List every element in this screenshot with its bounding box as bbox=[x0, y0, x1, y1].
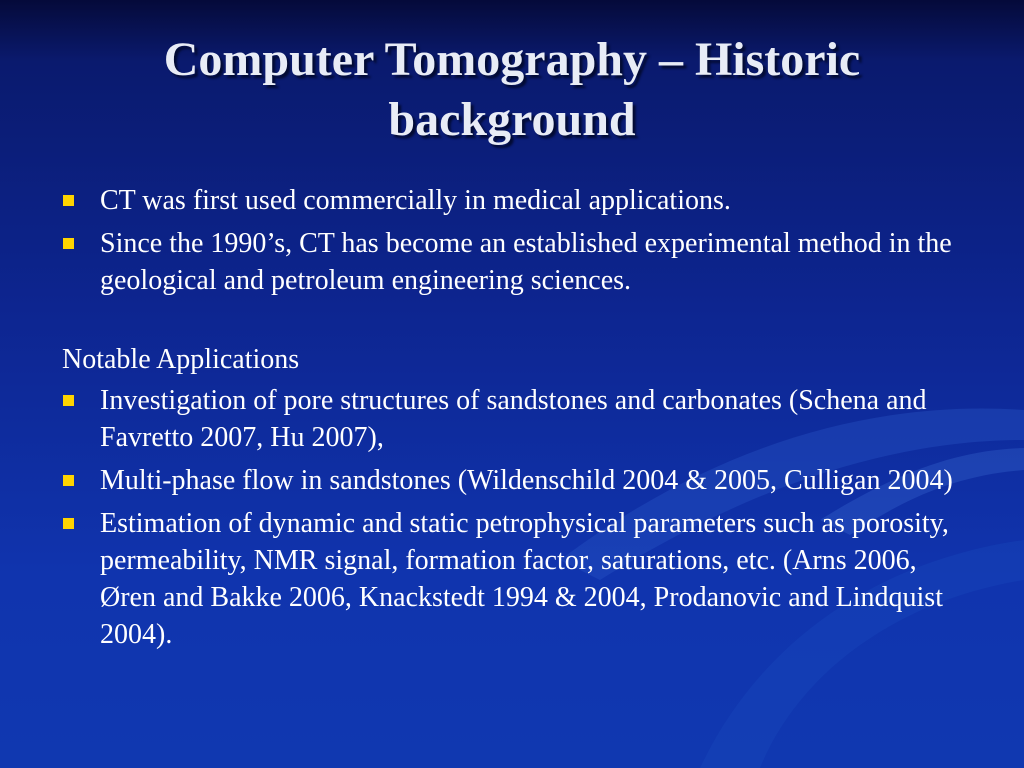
bullet-text: CT was first used commercially in medical applications. bbox=[100, 185, 731, 216]
square-bullet-icon bbox=[63, 195, 74, 206]
bullet-item bbox=[62, 225, 972, 299]
bullet-item bbox=[62, 382, 972, 456]
section-heading: Notable Applications bbox=[62, 344, 300, 375]
slide-body bbox=[62, 182, 972, 659]
bullet-text: Estimation of dynamic and static petrophysical parameters such as porosity, permeability, NMR signal, formation factor, saturations, etc. (Arns 2006, Øren and Bakke 2006, Knackstedt 1994 & 2004, Prodanovic and Lindquist 2004). bbox=[100, 508, 949, 650]
square-bullet-icon bbox=[63, 395, 74, 406]
bullet-text: Investigation of pore structures of sandstones and carbonates (Schena and Favretto 2007, Hu 2007), bbox=[100, 385, 927, 453]
bullet-text: Multi-phase flow in sandstones (Wildenschild 2004 & 2005, Culligan 2004) bbox=[100, 465, 953, 496]
bullet-item bbox=[62, 462, 972, 499]
square-bullet-icon bbox=[63, 238, 74, 249]
slide-title: Computer Tomography – Historic background bbox=[163, 33, 861, 146]
square-bullet-icon bbox=[63, 518, 74, 529]
bullet-text: Since the 1990’s, CT has become an established experimental method in the geological and petroleum engineering sciences. bbox=[100, 228, 952, 296]
bullet-item bbox=[62, 182, 972, 219]
bullet-item bbox=[62, 505, 972, 653]
square-bullet-icon bbox=[63, 475, 74, 486]
